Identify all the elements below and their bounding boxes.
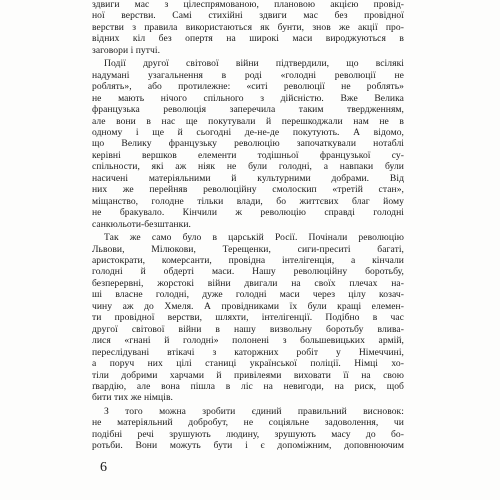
text-line: а поруч них цілі станиці української поліції. Німці хо- xyxy=(92,358,404,370)
body-text xyxy=(92,0,404,452)
paragraph-2 xyxy=(92,58,404,230)
text-line: спільности, які аж ніяк не були голодні, а навпаки були xyxy=(92,161,404,173)
text-line: бити тих же німців. xyxy=(92,392,173,404)
text-line: Львови, Мілюкови, Терещенки, сиги-преситі багаті, xyxy=(92,243,404,255)
text-line: аристократи, комерсанти, провідна інтелігенція, а кінчали xyxy=(92,254,404,266)
text-line: подібні речі зрушують людину, зрушують масу до бо- xyxy=(92,428,404,440)
text-line: верстви з правила використаються як бунти, знов же акції про- xyxy=(92,21,404,33)
text-line: Так же само було в царській Росії. Почінали революцію xyxy=(104,232,404,244)
text-line: ної верстви. Самі стихійні здвиги мас без провідної xyxy=(92,10,404,22)
text-line: не матеріяльний добробут, не соціяльне задоволення, чи xyxy=(92,417,404,429)
text-line: надумані узагальнення в роді «голодні революції не xyxy=(92,69,404,81)
text-line: здвиги мас з цілеспрямованою, плановою акцією провід- xyxy=(92,0,404,10)
text-line: роблять», або протилежне: «ситі революції не роблять» xyxy=(92,81,404,93)
text-line: лися «гнані й голодні» полонені з большевицьких армій, xyxy=(92,335,404,347)
text-line: тіли добрими харчами й привілеями виховати її на свою xyxy=(92,369,404,381)
text-line: але вони в нас ще покутували й перешкоджали нам не в xyxy=(92,115,404,127)
text-line: насичені матеріяльними й культурними добрами. Від xyxy=(92,172,404,184)
text-line: ти провідної верстви, шляхти, інтелігенції. Подібно в час xyxy=(92,312,404,324)
text-line: французька революція заперечила таким твердженням, xyxy=(92,104,404,116)
text-line: другої світової війни в нашу визвольну боротьбу влива- xyxy=(92,323,404,335)
text-line: ротьби. Вони можуть бути і є допоміжним, доповнюючим xyxy=(92,440,404,452)
text-line: керівні вершков елементи тодішньої французької су- xyxy=(92,149,404,161)
text-line: безперервні, жорстокі війни двигали на своїх плечах на- xyxy=(92,277,404,289)
text-line: що Велику французьку революцію започаткували нотаблі xyxy=(92,138,404,150)
paragraph-1 xyxy=(92,0,404,56)
text-line: ґвардію, але вона пішла в ліс на невигоди, на риск, щоб xyxy=(92,380,404,392)
text-line: З того можна зробити єдиний правильний висновок: xyxy=(104,405,404,417)
text-line: Події другої світової війни підтвердили, що всілякі xyxy=(104,58,404,70)
page-number: 6 xyxy=(100,460,107,475)
text-line: заговори і путчі. xyxy=(92,44,161,56)
text-line: санкюльоти-безштанки. xyxy=(92,218,191,230)
text-line: міщанство, голодне тільки влади, бо життєвих благ йому xyxy=(92,195,404,207)
text-line: переслідувані втікачі з каторжних робіт у Німеччині, xyxy=(92,346,404,358)
text-line: ші власне голодні, дуже голодні маси через цілу козач- xyxy=(92,289,404,301)
text-line: не бракувало. Кінчили ж революцію справді голодні xyxy=(92,207,404,219)
text-line: одному і ще й сьогодні де-не-де покутують. А відомо, xyxy=(92,126,404,138)
text-line: голодні й обдерті маси. Нашу революційну боротьбу, xyxy=(92,266,404,278)
text-line: них же перейняв революційну смолоскип «третій стан», xyxy=(92,184,404,196)
text-line: чину аж до Хмеля. А провідниками їх були кращі елемен- xyxy=(92,300,404,312)
paragraph-4 xyxy=(92,406,404,452)
paragraph-3 xyxy=(92,232,404,404)
text-line: відних кіл без опертя на широкі маси вироджуються в xyxy=(92,33,404,45)
text-line: не мають нічого спільного з дійсністю. Вже Велика xyxy=(92,92,404,104)
